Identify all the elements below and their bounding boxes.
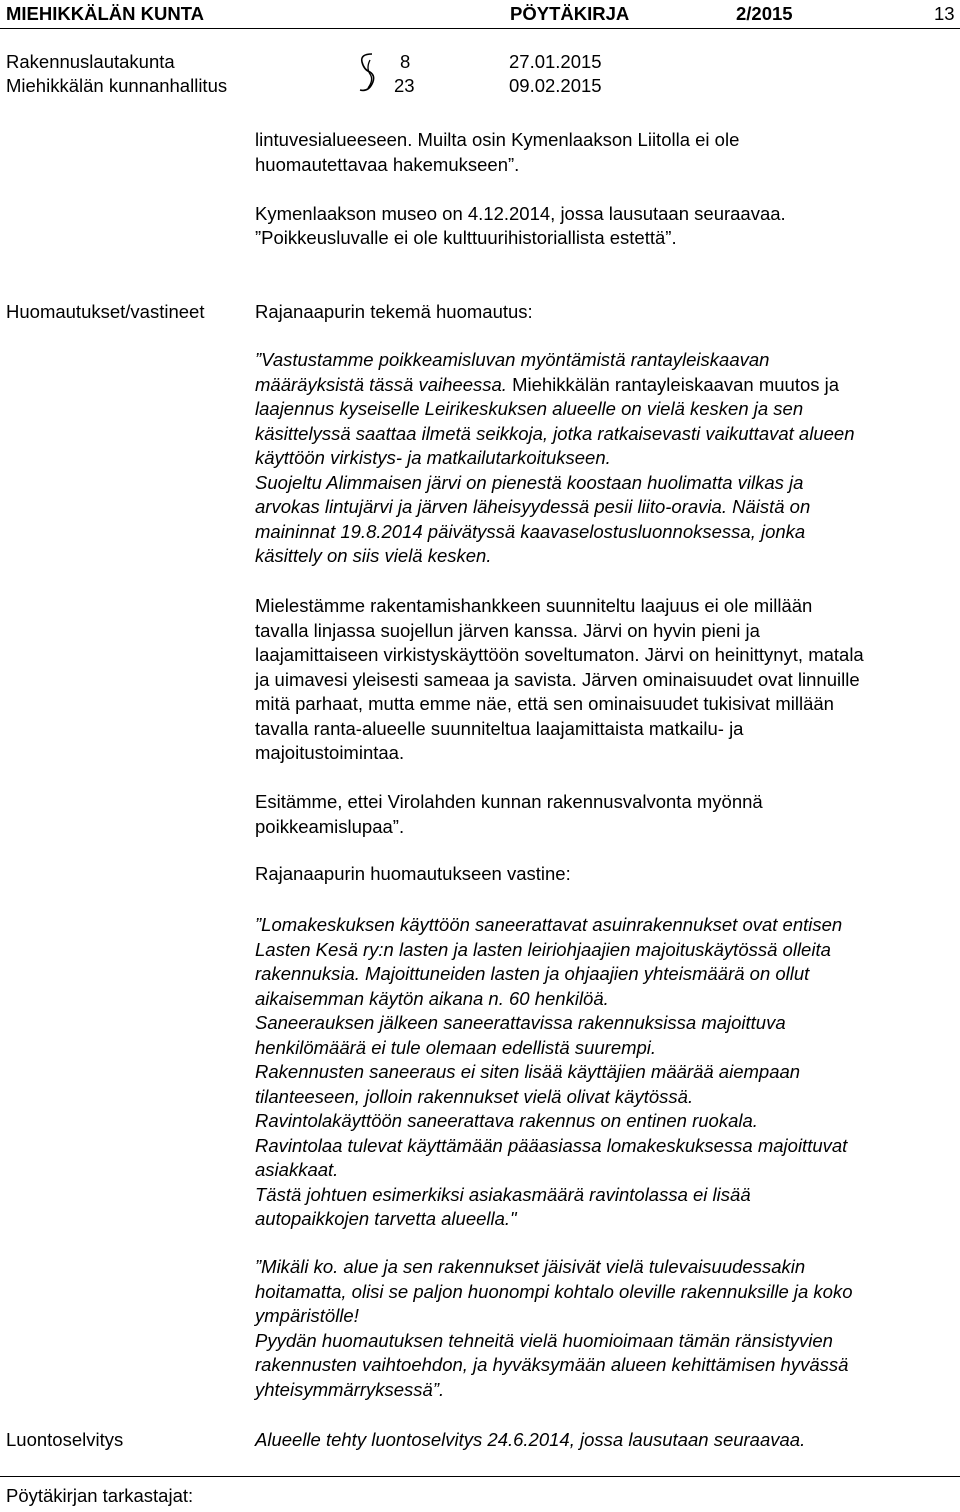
- intro-text: [255, 128, 955, 251]
- meeting-body: Rakennuslautakunta: [6, 51, 175, 72]
- text-line: Esitämme, ettei Virolahden kunnan rakennusvalvonta myönnä: [255, 791, 763, 812]
- text-line: Saneerauksen jälkeen saneerattavissa rakennuksissa majoittuva: [255, 1012, 786, 1033]
- text-span: ”Vastustamme poikkeamisluvan myöntämistä rantayleiskaavan: [255, 349, 770, 370]
- section-heading: Rajanaapurin tekemä huomautus:: [255, 301, 533, 322]
- text-line: Kymenlaakson museo on 4.12.2014, jossa lausutaan seuraavaa.: [255, 202, 786, 224]
- remark-paragraph-2: [255, 594, 955, 766]
- text-line: Mielestämme rakentamishankkeen suunniteltu laajuus ei ole millään: [255, 595, 813, 616]
- text-line: [255, 544, 955, 569]
- text-span: laajennus kyseiselle Leirikeskuksen alueelle on vielä kesken ja sen: [255, 398, 804, 419]
- text-line: poikkeamislupaa”.: [255, 815, 405, 837]
- text-line: aikaisemman käytön aikana n. 60 henkilöä.: [255, 987, 609, 1009]
- text-line: autopaikkojen tarvetta alueella.": [255, 1208, 517, 1229]
- text-line: ympäristölle!: [255, 1305, 359, 1326]
- text-span: määräyksistä tässä vaiheessa.: [255, 373, 513, 395]
- text-line: [255, 495, 955, 520]
- text-line: henkilömäärä ei tule olemaan edellistä suurempi.: [255, 1036, 657, 1058]
- text-span: käyttöön virkistys- ja matkailutarkoitukseen.: [255, 447, 611, 468]
- meeting-body: Miehikkälän kunnanhallitus: [6, 75, 228, 96]
- header-meta-row: [6, 50, 956, 72]
- remark-paragraph-1: [255, 348, 955, 569]
- text-line: [255, 177, 955, 202]
- text-line: lintuvesialueeseen. Muilta osin Kymenlaakson Liitolla ei ole: [255, 129, 740, 150]
- header-rule: [0, 28, 960, 29]
- text-line: Pyydän huomautuksen tehneitä vielä huomioimaan tämän ränsistyvien: [255, 1329, 833, 1351]
- text-line: Tästä johtuen esimerkiksi asiakasmäärä ravintolassa ei lisää: [255, 1183, 751, 1205]
- text-line: [255, 397, 955, 422]
- text-line: Ravintolaa tulevat käyttämään pääasiassa lomakeskuksessa majoittuvat: [255, 1134, 848, 1156]
- text-line: ja uimavesi yleisesti sameaa ja savista. Järven ominaisuudet ovat linnuille: [255, 668, 860, 690]
- text-line: majoitustoimintaa.: [255, 742, 405, 763]
- text-line: Ravintolakäyttöön saneerattava rakennus on entinen ruokala.: [255, 1110, 758, 1131]
- text-line: Lasten Kesä ry:n lasten ja lasten leiriohjaajien majoituskäytössä olleita: [255, 938, 831, 960]
- meeting-date: 09.02.2015: [509, 75, 602, 96]
- text-span: käsittely on siis vielä kesken.: [255, 545, 492, 566]
- text-span: Suojeltu Alimmaisen järvi on pienestä koostaan huolimatta vilkas ja: [255, 471, 804, 493]
- text-span: Miehikkälän rantayleiskaavan muutos ja: [512, 373, 840, 395]
- text-line: rakennusten vaihtoehdon, ja hyväksymään alueen kehittämisen hyvässä: [255, 1354, 849, 1375]
- text-line: [255, 422, 955, 447]
- text-line: asiakkaat.: [255, 1159, 339, 1180]
- remark-heading: [255, 300, 955, 325]
- section-number: 23: [394, 75, 415, 96]
- response-paragraph-1: [255, 913, 955, 1232]
- text-span: käsittelyssä saattaa ilmetä seikkoja, jotka ratkaisevasti vaikuttavat alueen: [255, 422, 855, 444]
- nature-survey-text: [255, 1428, 955, 1453]
- text-line: tilanteeseen, jolloin rakennukset vielä olivat käytössä.: [255, 1085, 694, 1107]
- text-line: ”Lomakeskuksen käyttöön saneerattavat asuinrakennukset ovat entisen: [255, 914, 843, 935]
- section-sign-icon: [356, 50, 378, 98]
- text-line: laajamittaiseen virkistyskäyttöön soveltumaton. Järvi on heinittynyt, matala: [255, 644, 864, 665]
- text-line: mitä parhaat, mutta emme näe, että sen ominaisuudet tukisivat millään: [255, 693, 834, 714]
- text-line: [255, 348, 955, 373]
- text-line: rakennuksia. Majoittuneiden lasten ja ohjaajien yhteismäärä on ollut: [255, 963, 810, 984]
- document-number: 2/2015: [736, 3, 793, 24]
- text-span: maininnat 19.8.2014 päivätyssä kaavaselostusluonnoksessa, jonka: [255, 520, 806, 542]
- header-meta-row: [6, 74, 956, 96]
- meeting-date: 27.01.2015: [509, 51, 602, 72]
- section-label-luontoselvitys: Luontoselvitys: [6, 1429, 124, 1450]
- page-number: 13: [934, 3, 955, 24]
- text-line: huomautettavaa hakemukseen”.: [255, 153, 520, 175]
- text-line: Rakennusten saneeraus ei siten lisää käyttäjien määrää aiempaan: [255, 1061, 801, 1082]
- section-label-huomautukset: Huomautukset/vastineet: [6, 301, 205, 322]
- text-line: hoitamatta, olisi se paljon huonompi kohtalo oleville rakennuksille ja koko: [255, 1280, 853, 1302]
- municipality-name: MIEHIKKÄLÄN KUNTA: [6, 3, 204, 24]
- response-heading: [255, 862, 955, 887]
- text-line: [255, 520, 955, 545]
- remark-paragraph-3: [255, 790, 955, 839]
- text-line: Alueelle tehty luontoselvitys 24.6.2014, jossa lausutaan seuraavaa.: [255, 1429, 806, 1450]
- document-type: PÖYTÄKIRJA: [510, 3, 630, 24]
- text-span: arvokas lintujärvi ja järven läheisyydessä pesii liito-oravia. Näistä on: [255, 496, 811, 517]
- footer-inspectors-label: Pöytäkirjan tarkastajat:: [6, 1485, 194, 1506]
- text-line: [255, 471, 955, 496]
- text-line: yhteisymmärryksessä”.: [255, 1378, 445, 1400]
- text-line: tavalla linjassa suojellun järven kanssa. Järvi on hyvin pieni ja: [255, 619, 760, 641]
- text-line: ”Mikäli ko. alue ja sen rakennukset jäisivät vielä tulevaisuudessakin: [255, 1256, 806, 1277]
- response-paragraph-2: [255, 1255, 955, 1402]
- footer-rule: [0, 1476, 960, 1477]
- text-line: [255, 446, 955, 471]
- text-line: [255, 373, 955, 398]
- section-heading: Rajanaapurin huomautukseen vastine:: [255, 863, 571, 884]
- text-line: ”Poikkeusluvalle ei ole kulttuurihistoriallista estettä”.: [255, 227, 677, 248]
- text-line: tavalla ranta-alueelle suunniteltua laajamittaista matkailu- ja: [255, 717, 744, 739]
- section-number: 8: [400, 51, 411, 72]
- document-header: [6, 2, 956, 24]
